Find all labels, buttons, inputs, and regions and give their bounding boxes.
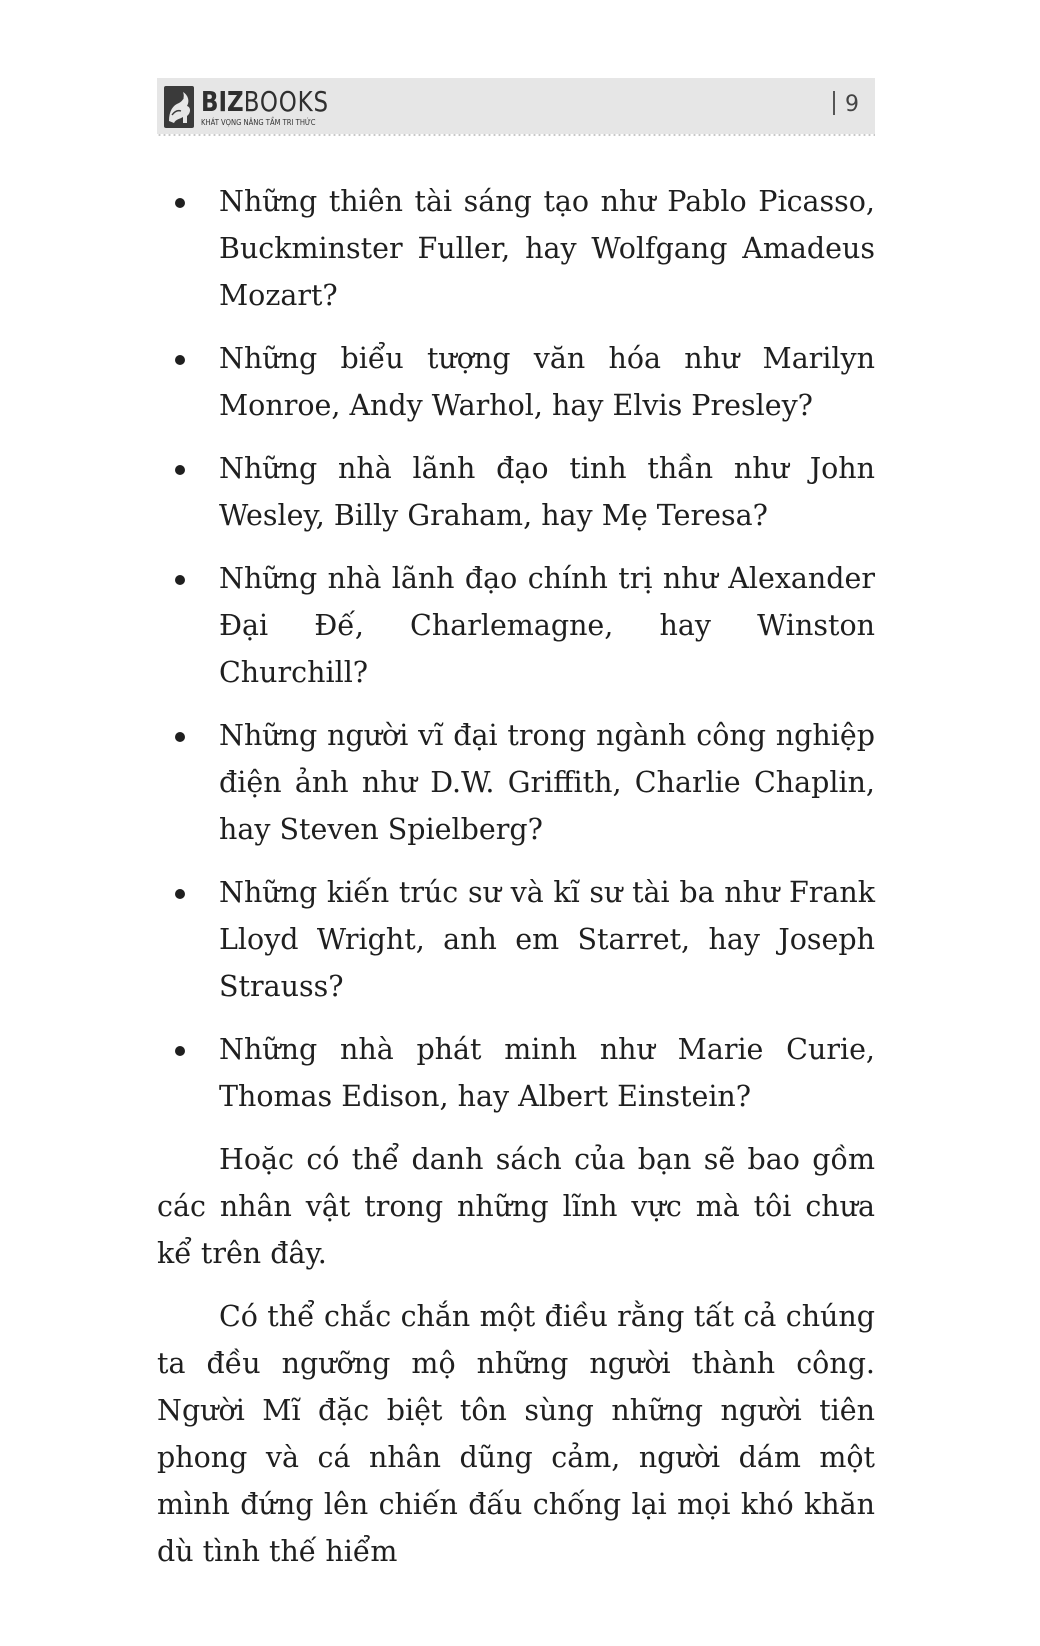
publisher-logo xyxy=(163,84,357,130)
body-paragraph: Có thể chắc chắn một điều rằng tất cả chúng ta đều ngưỡng mộ những người thành công. Người Mĩ đặc biệt tôn sùng những người tiên phong và cá nhân dũng cảm, người dám một mình đứng lên chiến đấu chống lại mọi khó khăn dù tình thế hiểm xyxy=(157,1300,875,1568)
bullet-icon xyxy=(175,889,185,899)
bizbooks-logo-icon xyxy=(163,85,195,129)
bullet-icon xyxy=(175,355,185,365)
page-body xyxy=(157,178,875,1591)
bullet-icon xyxy=(175,575,185,585)
header-dotted-rule xyxy=(157,134,875,136)
page-number-value: 9 xyxy=(845,92,859,117)
list-item-text: Những người vĩ đại trong ngành công nghiệp điện ảnh như D.W. Griffith, Charlie Chaplin, hay Steven Spielberg? xyxy=(219,719,875,846)
bullet-icon xyxy=(175,465,185,475)
list-item xyxy=(157,712,875,853)
list-item-text: Những kiến trúc sư và kĩ sư tài ba như Frank Lloyd Wright, anh em Starret, hay Joseph Strauss? xyxy=(219,876,875,1003)
page-number-divider xyxy=(833,91,835,115)
list-item xyxy=(157,555,875,696)
bullet-list xyxy=(157,178,875,1120)
bullet-icon xyxy=(175,1046,185,1056)
list-item-text: Những thiên tài sáng tạo như Pablo Picasso, Buckminster Fuller, hay Wolfgang Amadeus Mozart? xyxy=(219,185,875,312)
body-paragraph: Hoặc có thể danh sách của bạn sẽ bao gồm các nhân vật trong những lĩnh vực mà tôi chưa kể trên đây. xyxy=(157,1143,875,1270)
list-item-text: Những nhà phát minh như Marie Curie, Thomas Edison, hay Albert Einstein? xyxy=(219,1033,875,1113)
list-item xyxy=(157,445,875,539)
publisher-tagline: KHÁT VỌNG NÂNG TẦM TRI THỨC xyxy=(201,117,316,127)
list-item xyxy=(157,335,875,429)
list-item-text: Những nhà lãnh đạo tinh thần như John Wesley, Billy Graham, hay Mẹ Teresa? xyxy=(219,452,875,532)
publisher-name-regular: BOOKS xyxy=(243,84,329,118)
list-item-text: Những biểu tượng văn hóa như Marilyn Monroe, Andy Warhol, hay Elvis Presley? xyxy=(219,342,875,422)
page-number xyxy=(833,92,859,118)
list-item xyxy=(157,1026,875,1120)
list-item xyxy=(157,869,875,1010)
publisher-name xyxy=(201,84,329,118)
page-header xyxy=(157,78,875,134)
list-item-text: Những nhà lãnh đạo chính trị như Alexander Đại Đế, Charlemagne, hay Winston Churchill? xyxy=(219,562,875,689)
bullet-icon xyxy=(175,732,185,742)
list-item xyxy=(157,178,875,319)
publisher-name-bold: BIZ xyxy=(201,84,244,118)
bullet-icon xyxy=(175,198,185,208)
